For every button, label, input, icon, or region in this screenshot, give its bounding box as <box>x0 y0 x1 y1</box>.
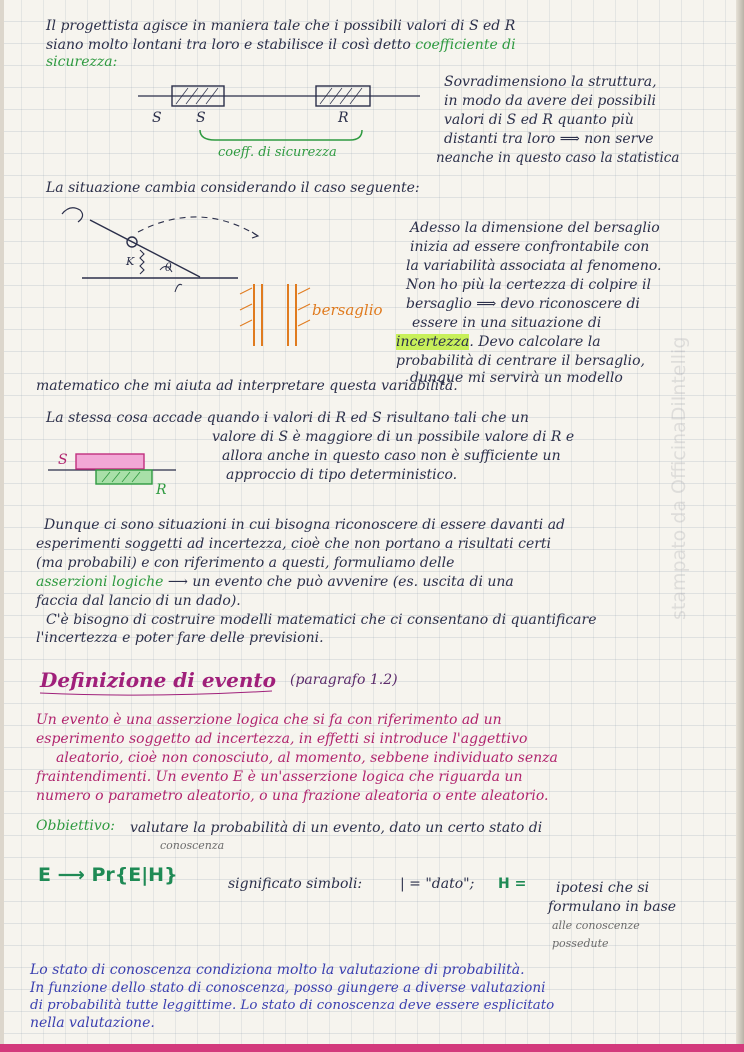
fig3-label-r: R <box>156 482 167 498</box>
figure-safety-coefficient <box>138 86 420 140</box>
text-line: Dunque ci sono situazioni in cui bisogna riconoscere di essere davanti ad <box>44 517 566 533</box>
keyword-safety: sicurezza: <box>46 54 118 70</box>
fig3-label-s: S <box>58 452 68 468</box>
definition-line: Un evento è una asserzione logica che si fa con riferimento ad un <box>36 712 502 728</box>
text-line: inizia ad essere confrontabile con <box>410 239 650 255</box>
text-line: valore di S è maggiore di un possibile valore di R e <box>212 429 575 445</box>
text-line: valori di S ed R quanto più <box>444 112 634 128</box>
figure-projectile <box>62 208 310 346</box>
keyword-uncertainty: incertezza <box>396 334 470 350</box>
text-line: approccio di tipo deterministico. <box>226 467 458 483</box>
text-line <box>396 334 601 350</box>
text-line: Il progettista agisce in maniera tale che i possibili valori di S ed R <box>46 18 516 34</box>
fig1-coeff-label: coeff. di sicurezza <box>218 145 337 160</box>
fig2-label-target: bersaglio <box>312 301 383 319</box>
text-line: neanche in questo caso la statistica <box>436 150 680 166</box>
text-line: in modo da avere dei possibili <box>444 93 657 109</box>
fig1-label-s: S <box>196 110 206 126</box>
closing-line: di probabilità tutte leggittime. Lo stato di conoscenza deve essere esplicitato <box>30 998 555 1013</box>
fig2-label-theta: θ <box>165 261 172 274</box>
objective-text: valutare la probabilità di un evento, dato un certo stato di <box>130 820 543 836</box>
formula-meaning-label: significato simboli: <box>228 876 363 892</box>
closing-line: nella valutazione. <box>30 1015 155 1031</box>
fig3-r-box <box>96 470 152 484</box>
watermark-text: stampato da OfficinaDiIntellig <box>668 336 690 620</box>
formula-h-definition: formulano in base <box>548 899 677 915</box>
keyword-coefficient: coefficiente di <box>415 37 516 53</box>
formula-h-definition: alle conoscenze <box>552 919 640 932</box>
text-line: distanti tra loro ⟹ non serve <box>444 131 654 147</box>
text-line: essere in una situazione di <box>412 315 602 331</box>
text-line: La situazione cambia considerando il caso seguente: <box>46 180 420 196</box>
text-line <box>36 574 514 590</box>
text-line: bersaglio ⟹ devo riconoscere di <box>406 296 640 312</box>
text-line: allora anche in questo caso non è sufficiente un <box>222 448 561 464</box>
text-line: Adesso la dimensione del bersaglio <box>410 220 660 236</box>
text-line: esperimenti soggetti ad incertezza, cioè che non portano a risultati certi <box>36 536 552 552</box>
text-span: siano molto lontani tra loro e stabilisce il così detto <box>46 37 411 53</box>
definition-line: esperimento soggetto ad incertezza, in effetti si introduce l'aggettivo <box>36 731 528 747</box>
text-line: Non ho più la certezza di colpire il <box>406 277 651 293</box>
text-line: C'è bisogno di costruire modelli matematici che ci consentano di quantificare <box>46 612 597 628</box>
text-line: faccia dal lancio di un dado). <box>36 593 241 609</box>
section-paragraph-ref: (paragrafo 1.2) <box>290 672 398 688</box>
definition-line: fraintendimenti. Un evento E è un'asserzione logica che riguarda un <box>36 769 523 785</box>
text-line: probabilità di centrare il bersaglio, <box>396 353 646 369</box>
closing-line: In funzione dello stato di conoscenza, posso giungere a diverse valutazioni <box>30 980 546 996</box>
fig1-label-s: S <box>152 110 162 126</box>
formula-probability: E ⟶ Pr{E|H} <box>38 864 178 886</box>
formula-h-symbol: H = <box>498 876 527 892</box>
section-heading: Definizione di evento <box>40 668 277 692</box>
text-line: La stessa cosa accade quando i valori di R ed S risultano tali che un <box>46 410 529 426</box>
text-span: ⟶ un evento che può avvenire (es. uscita di una <box>167 574 514 590</box>
formula-h-definition: possedute <box>552 937 609 950</box>
keyword-logical-assertions: asserzioni logiche <box>36 574 164 590</box>
text-line: Sovradimensiono la struttura, <box>444 74 657 90</box>
text-line: la variabilità associata al fenomeno. <box>406 258 662 274</box>
objective-label: Obbiettivo: <box>36 818 115 834</box>
fig1-label-r: R <box>338 110 349 126</box>
formula-bar-meaning: | = "dato"; <box>400 876 475 892</box>
objective-text: conoscenza <box>160 839 225 852</box>
definition-line: aleatorio, cioè non conosciuto, al momento, sebbene individuato senza <box>56 750 558 766</box>
text-line: (ma probabili) e con riferimento a questi, formuliamo delle <box>36 555 455 571</box>
fig3-s-box <box>76 454 144 469</box>
text-line: matematico che mi aiuta ad interpretare questa variabilità. <box>36 378 458 394</box>
text-line: dunque mi servirà un modello <box>410 370 623 386</box>
definition-line: numero o parametro aleatorio, o una frazione aleatoria o ente aleatorio. <box>36 788 549 804</box>
formula-h-definition: ipotesi che si <box>556 880 650 896</box>
fig1-brace <box>200 130 362 140</box>
text-line: l'incertezza e poter fare delle previsioni. <box>36 630 324 646</box>
text-span: . Devo calcolare la <box>469 334 601 350</box>
closing-line: Lo stato di conoscenza condiziona molto la valutazione di probabilità. <box>30 962 525 978</box>
fig2-label-k: K <box>126 255 135 268</box>
